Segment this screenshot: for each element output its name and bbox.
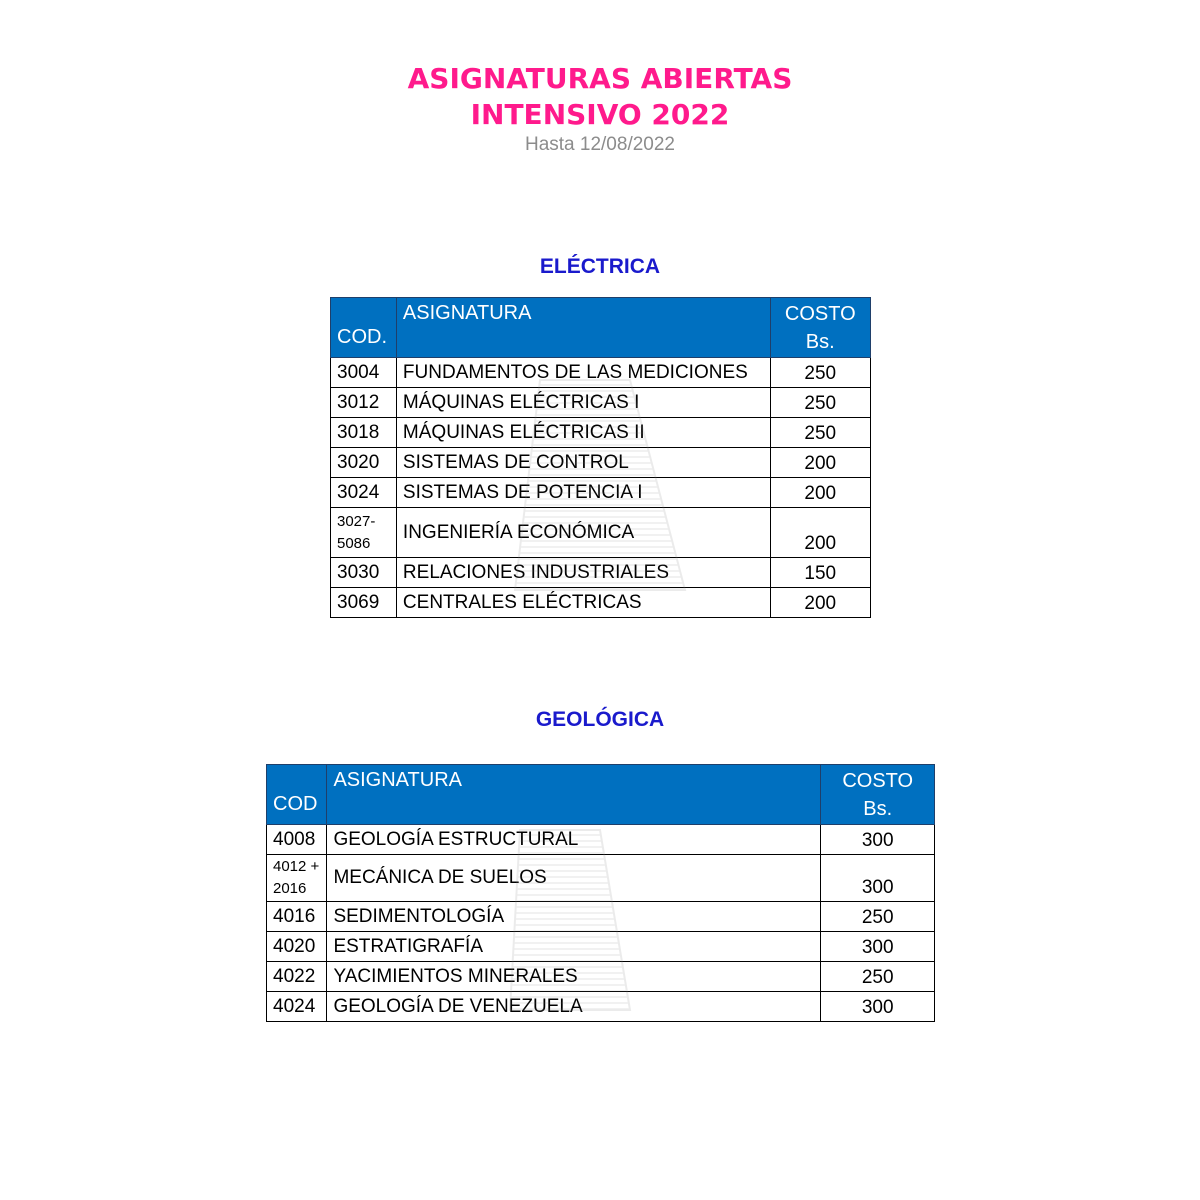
header-code: COD [267, 765, 327, 825]
table-row [331, 588, 871, 618]
header-costo-line2: Bs. [805, 330, 835, 353]
table-row [267, 902, 935, 932]
row-name: GEOLOGÍA DE VENEZUELA [327, 992, 821, 1022]
row-code: 3018 [331, 418, 397, 448]
header-costo-line1: COSTO [784, 302, 856, 325]
row-cost: 250 [821, 962, 935, 992]
electrica-table [330, 297, 871, 618]
row-cost: 300 [821, 825, 935, 855]
row-name: SISTEMAS DE CONTROL [396, 448, 770, 478]
row-cost: 300 [821, 932, 935, 962]
row-name: MÁQUINAS ELÉCTRICAS II [396, 418, 770, 448]
header-costo [821, 765, 935, 825]
row-name: MECÁNICA DE SUELOS [327, 855, 821, 902]
row-name: RELACIONES INDUSTRIALES [396, 558, 770, 588]
header-code: COD. [331, 298, 397, 358]
row-code: 4012 + 2016 [267, 855, 327, 902]
row-name: INGENIERÍA ECONÓMICA [396, 508, 770, 558]
page-subtitle: Hasta 12/08/2022 [524, 134, 675, 155]
table-row [267, 962, 935, 992]
row-name: YACIMIENTOS MINERALES [327, 962, 821, 992]
row-code: 4016 [267, 902, 327, 932]
row-code: 3024 [331, 478, 397, 508]
row-cost: 200 [770, 478, 870, 508]
page-title-line2: INTENSIVO 2022 [470, 98, 730, 131]
row-cost: 250 [770, 388, 870, 418]
table-row [331, 388, 871, 418]
page-title-line1: ASIGNATURAS ABIERTAS [407, 62, 793, 95]
table-row [267, 855, 935, 902]
table-row [331, 478, 871, 508]
row-name: CENTRALES ELÉCTRICAS [396, 588, 770, 618]
table-row [331, 558, 871, 588]
header-costo-line1: COSTO [842, 769, 914, 792]
row-cost: 200 [770, 588, 870, 618]
geologica-table [266, 764, 935, 1022]
table-header-row [267, 765, 935, 825]
row-code: 4020 [267, 932, 327, 962]
row-name: MÁQUINAS ELÉCTRICAS I [396, 388, 770, 418]
table-row [267, 932, 935, 962]
row-code: 3020 [331, 448, 397, 478]
section-title-electrica: ELÉCTRICA [539, 255, 661, 278]
table-header-row [331, 298, 871, 358]
row-code: 3012 [331, 388, 397, 418]
row-code: 3069 [331, 588, 397, 618]
row-name: GEOLOGÍA ESTRUCTURAL [327, 825, 821, 855]
row-code: 3027-5086 [331, 508, 397, 558]
row-code: 4008 [267, 825, 327, 855]
table-row [331, 358, 871, 388]
row-cost: 250 [770, 358, 870, 388]
table-row [267, 992, 935, 1022]
row-cost: 200 [770, 508, 870, 558]
table-row [331, 418, 871, 448]
row-code: 4024 [267, 992, 327, 1022]
section-title-geologica: GEOLÓGICA [535, 708, 665, 731]
table-row [267, 825, 935, 855]
header-asignatura: ASIGNATURA [396, 298, 770, 358]
row-code: 3030 [331, 558, 397, 588]
header-costo [770, 298, 870, 358]
table-row [331, 448, 871, 478]
row-name: SISTEMAS DE POTENCIA I [396, 478, 770, 508]
header-asignatura: ASIGNATURA [327, 765, 821, 825]
header-costo-line2: Bs. [863, 797, 893, 820]
table-row [331, 508, 871, 558]
row-cost: 250 [821, 902, 935, 932]
row-code: 4022 [267, 962, 327, 992]
row-cost: 150 [770, 558, 870, 588]
row-name: SEDIMENTOLOGÍA [327, 902, 821, 932]
row-code: 3004 [331, 358, 397, 388]
row-cost: 200 [770, 448, 870, 478]
row-name: FUNDAMENTOS DE LAS MEDICIONES [396, 358, 770, 388]
row-name: ESTRATIGRAFÍA [327, 932, 821, 962]
row-cost: 300 [821, 992, 935, 1022]
row-cost: 250 [770, 418, 870, 448]
row-cost: 300 [821, 855, 935, 902]
